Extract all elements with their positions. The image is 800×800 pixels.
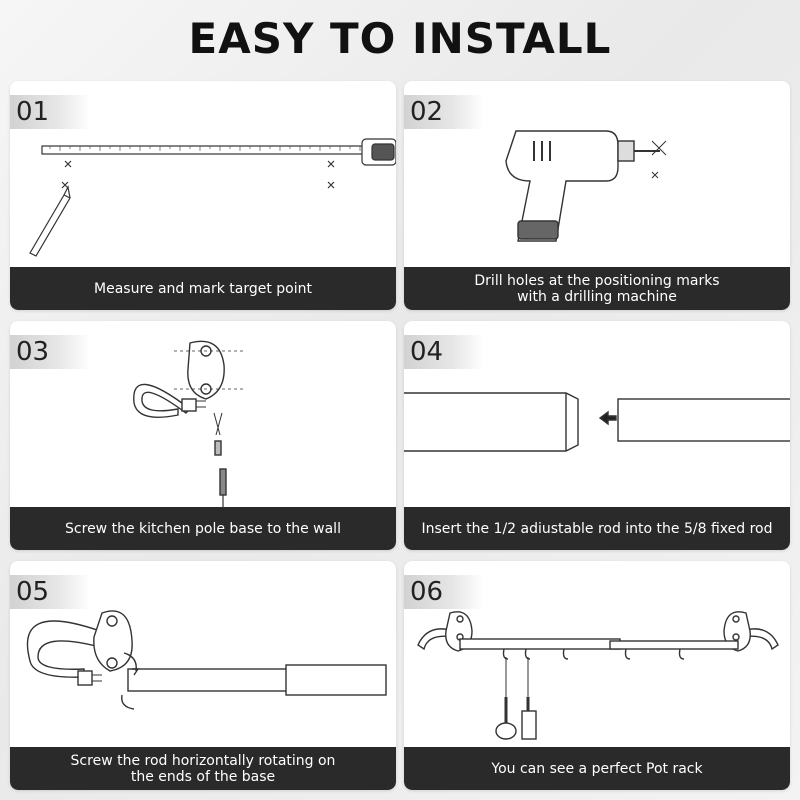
step-06-card (404, 561, 790, 790)
step-number: 01 (10, 95, 90, 129)
step-caption: Screw the kitchen pole base to the wall (10, 507, 396, 550)
step-number: 02 (404, 95, 484, 129)
step-caption: Insert the 1/2 adiustable rod into the 5/8 fixed rod (404, 507, 790, 550)
page-title: EASY TO INSTALL (188, 14, 612, 63)
step-caption: Drill holes at the positioning marks with a drilling machine (404, 267, 790, 310)
step-05-card (10, 561, 396, 790)
step-04-card (404, 321, 790, 550)
step-number: 04 (404, 335, 484, 369)
step-number: 03 (10, 335, 90, 369)
step-01-card (10, 81, 396, 310)
step-02-card (404, 81, 790, 310)
step-number: 05 (10, 575, 90, 609)
step-03-card (10, 321, 396, 550)
step-number: 06 (404, 575, 484, 609)
step-caption: You can see a perfect Pot rack (404, 747, 790, 790)
step-caption: Measure and mark target point (10, 267, 396, 310)
step-caption: Screw the rod horizontally rotating on the ends of the base (10, 747, 396, 790)
